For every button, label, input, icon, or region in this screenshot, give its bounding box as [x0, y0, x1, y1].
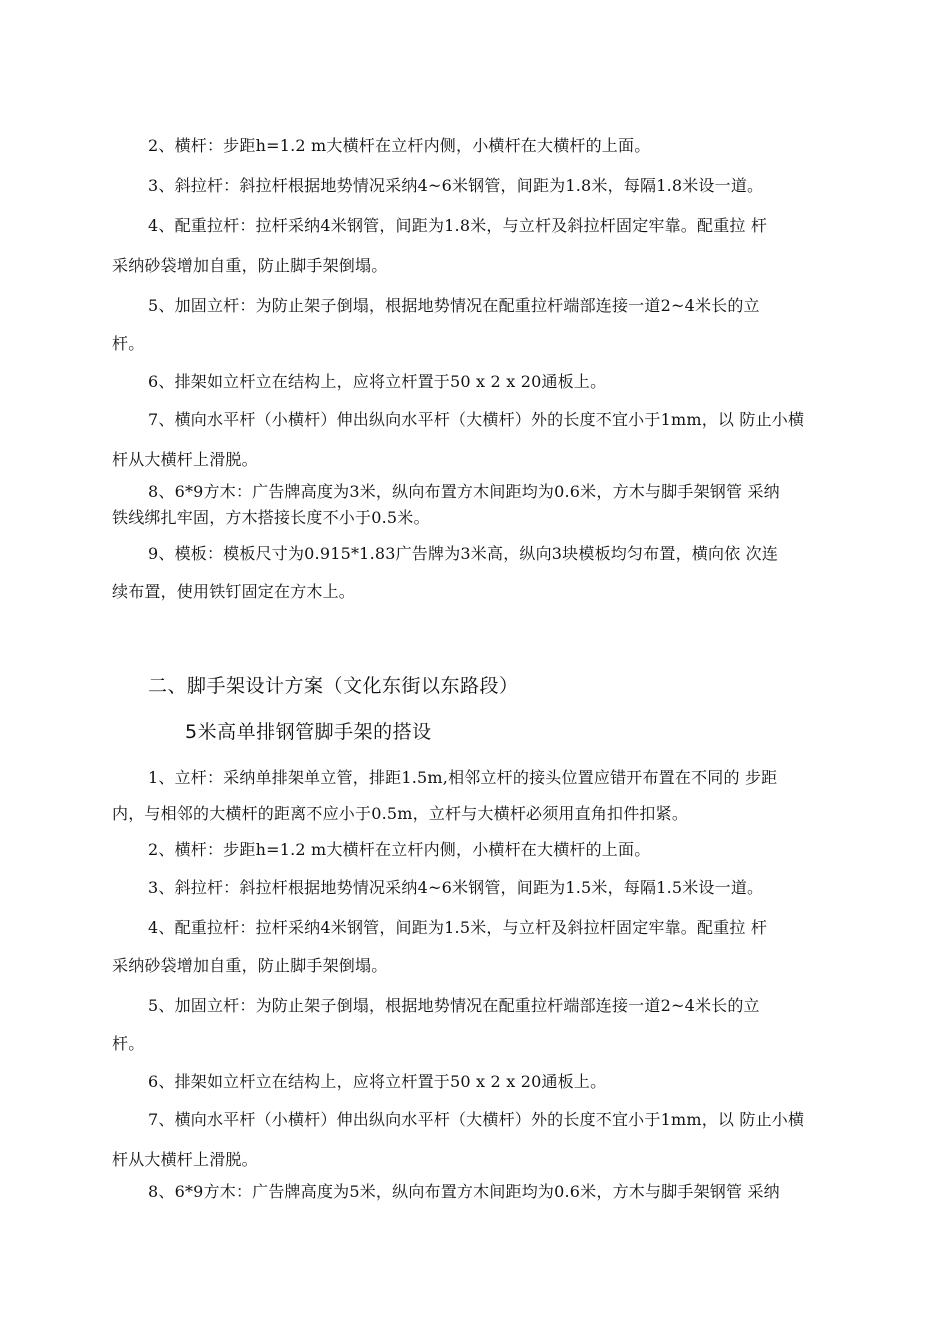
s2-item-4-line1: 4、配重拉杆：拉杆采纳4米钢管，间距为1.5米，与立杆及斜拉杆固定牢靠。配重拉 杆 [148, 918, 768, 937]
s2-item-5-line1: 5、加固立杆：为防止架子倒塌，根据地势情况在配重拉杆端部连接一道2~4米长的立 [148, 996, 760, 1015]
s1-item-4-line2: 采纳砂袋增加自重，防止脚手架倒塌。 [112, 256, 388, 275]
s1-item-5-line1: 5、加固立杆：为防止架子倒塌，根据地势情况在配重拉杆端部连接一道2~4米长的立 [148, 296, 760, 315]
s2-item-1-line1: 1、立杆：采纳单排架单立管，排距1.5m,相邻立杆的接头位置应错开布置在不同的 步距 [148, 768, 778, 787]
s1-item-8-line2: 铁线绑扎牢固，方木搭接长度不小于0.5米。 [112, 508, 430, 527]
section-subheading: 5米高单排钢管脚手架的搭设 [185, 721, 432, 743]
s1-item-3: 3、斜拉杆：斜拉杆根据地势情况采纳4~6米钢管，间距为1.8米，每隔1.8米设一道。 [148, 176, 764, 195]
s2-item-7-line1: 7、横向水平杆（小横杆）伸出纵向水平杆（大横杆）外的长度不宜小于1mm，以 防止小横 [148, 1110, 805, 1129]
s1-item-6: 6、排架如立杆立在结构上，应将立杆置于50 x 2 x 20通板上。 [148, 372, 607, 391]
s1-item-7-line1: 7、横向水平杆（小横杆）伸出纵向水平杆（大横杆）外的长度不宜小于1mm，以 防止小横 [148, 410, 805, 429]
s2-item-3: 3、斜拉杆：斜拉杆根据地势情况采纳4~6米钢管，间距为1.5米，每隔1.5米设一道。 [148, 878, 764, 897]
s1-item-9-line2: 续布置，使用铁钉固定在方木上。 [112, 582, 356, 601]
s2-item-4-line2: 采纳砂袋增加自重，防止脚手架倒塌。 [112, 956, 388, 975]
section-heading: 二、脚手架设计方案（文化东街以东路段） [148, 675, 519, 697]
s1-item-8-line1: 8、6*9方木：广告牌高度为3米，纵向布置方木间距均为0.6米，方木与脚手架钢管 采纳 [148, 482, 780, 501]
s1-item-7-line2: 杆从大横杆上滑脱。 [112, 450, 258, 469]
s2-item-8-line1: 8、6*9方木：广告牌高度为5米，纵向布置方木间距均为0.6米，方木与脚手架钢管 采纳 [148, 1182, 780, 1201]
s1-item-2: 2、横杆：步距h=1.2 m大横杆在立杆内侧，小横杆在大横杆的上面。 [148, 136, 651, 155]
s1-item-5-line2: 杆。 [112, 334, 145, 353]
s1-item-4-line1: 4、配重拉杆：拉杆采纳4米钢管，间距为1.8米，与立杆及斜拉杆固定牢靠。配重拉 杆 [148, 216, 768, 235]
s2-item-2: 2、横杆：步距h=1.2 m大横杆在立杆内侧，小横杆在大横杆的上面。 [148, 840, 651, 859]
s2-item-5-line2: 杆。 [112, 1034, 145, 1053]
s2-item-6: 6、排架如立杆立在结构上，应将立杆置于50 x 2 x 20通板上。 [148, 1072, 607, 1091]
s2-item-1-line2: 内，与相邻的大横杆的距离不应小于0.5m，立杆与大横杆必须用直角扣件扣紧。 [112, 804, 689, 823]
s1-item-9-line1: 9、模板：模板尺寸为0.915*1.83广告牌为3米高，纵向3块模板均匀布置，横向依 次连 [148, 544, 779, 563]
s2-item-7-line2: 杆从大横杆上滑脱。 [112, 1150, 258, 1169]
